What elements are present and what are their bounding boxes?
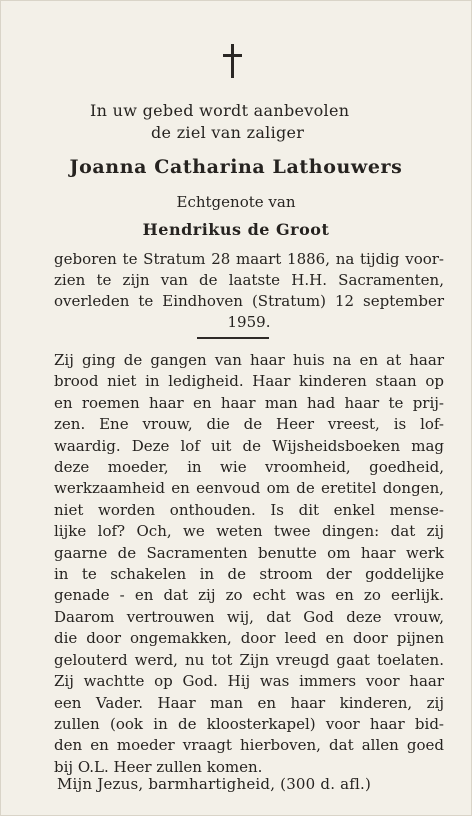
text-line: niet worden onthouden. Is dit enkel mense-: [54, 500, 444, 519]
birth-death-paragraph: [54, 249, 444, 333]
text-line: een Vader. Haar man en haar kinderen, zij: [54, 693, 444, 712]
closing-prayer: Mijn Jezus, barmhartigheid, (300 d. afl.): [57, 775, 372, 793]
text-line: zullen (ook in de kloosterkapel) voor haar bid-: [54, 714, 444, 733]
birth-line: overleden te Eindhoven (Stratum) 12 september: [54, 292, 444, 310]
text-line: brood niet in ledigheid. Haar kinderen staan op: [54, 372, 444, 391]
cross-icon: [222, 44, 244, 78]
spouse-name: Hendrikus de Groot: [142, 220, 330, 239]
text-line: werkzaamheid en eenvoud om de eretitel dongen,: [54, 479, 444, 498]
divider: [197, 337, 269, 339]
text-line: gelouterd werd, nu tot Zijn vreugd gaat toelaten.: [54, 650, 444, 669]
text-line: zen. Ene vrouw, die de Heer vreest, is lof-: [54, 415, 444, 434]
text-line: Daarom vertrouwen wij, dat God deze vrouw,: [54, 607, 444, 626]
text-line: gaarne de Sacramenten benutte om haar werk: [54, 543, 444, 562]
memorial-text: [54, 350, 444, 778]
deceased-name: Joanna Catharina Lathouwers: [69, 156, 403, 178]
text-line: lijke lof? Och, we weten twee dingen: dat zij: [54, 522, 444, 541]
text-line: die door ongemakken, door leed en door pijnen: [54, 629, 444, 648]
birth-line: geboren te Stratum 28 maart 1886, na tijdig voor-: [54, 250, 444, 268]
text-line: bij O.L. Heer zullen komen.: [54, 757, 263, 776]
text-line: Zij ging de gangen van haar huis na en at haar: [54, 351, 444, 369]
spouse-label: Echtgenote van: [176, 193, 296, 211]
text-line: deze moeder, in wie vroomheid, goedheid,: [54, 458, 444, 477]
text-line: den en moeder vraagt hierboven, dat allen goed: [54, 736, 444, 755]
text-line: waardig. Deze lof uit de Wijsheidsboeken mag: [54, 436, 444, 455]
text-line: en roemen haar en haar man had haar te prij-: [54, 393, 444, 412]
text-line: in te schakelen in de stroom der goddelijke: [54, 565, 444, 584]
intro-line-2: de ziel van zaliger: [151, 123, 305, 142]
birth-line: zien te zijn van de laatste H.H. Sacramenten,: [54, 271, 444, 289]
text-line: Zij wachtte op God. Hij was immers voor haar: [54, 672, 444, 691]
text-line: genade - en dat zij zo echt was en zo eerlijk.: [54, 586, 444, 605]
intro-line-1: In uw gebed wordt aanbevolen: [90, 101, 350, 120]
birth-line: 1959.: [227, 313, 271, 331]
